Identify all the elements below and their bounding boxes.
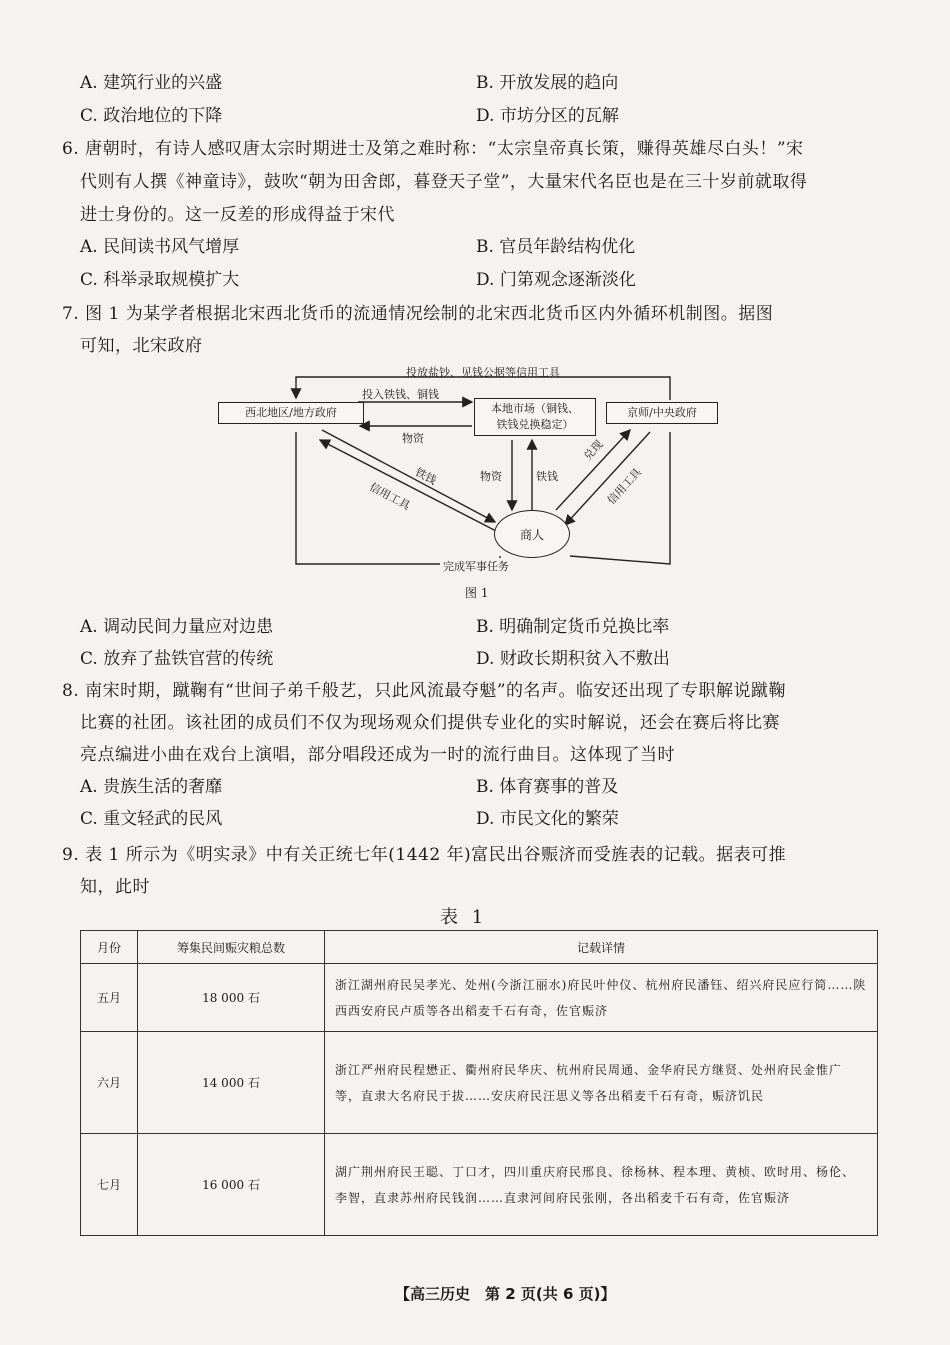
q5-option-a: A. 建筑行业的兴盛: [80, 73, 223, 93]
q6-option-a: A. 民间读书风气增厚: [80, 237, 240, 257]
table-header-total: 筹集民间赈灾粮总数: [138, 931, 325, 964]
table-cell-amount: 18 000 石: [138, 964, 325, 1032]
q8-stem-line-3: 亮点编进小曲在戏台上演唱，部分唱段还成为一时的流行曲目。这体现了当时: [80, 745, 675, 765]
table-header-row: [81, 931, 878, 964]
q8-option-a: A. 贵族生活的奢靡: [80, 777, 223, 797]
label-military-mission: 完成军事任务: [440, 558, 512, 574]
q9-stem-line-2: 知，此时: [80, 877, 150, 897]
table-row: [81, 1032, 878, 1134]
q6-option-c: C. 科举录取规模扩大: [80, 270, 240, 290]
table-cell-month: 六月: [81, 1032, 138, 1134]
q8-option-b: B. 体育赛事的普及: [476, 777, 619, 797]
table-1: [80, 930, 878, 1236]
q5-option-c: C. 政治地位的下降: [80, 106, 223, 126]
q7-option-b: B. 明确制定货币兑换比率: [476, 617, 670, 637]
q8-stem-line-2: 比赛的社团。该社团的成员们不仅为现场观众们提供专业化的实时解说，还会在赛后将比赛: [80, 713, 780, 733]
label-top-loop: 投放盐钞、见钱公据等信用工具: [406, 366, 560, 379]
page-footer: 【高三历史 第 2 页(共 6 页)】: [395, 1285, 616, 1303]
label-goods-center: 物资: [480, 470, 502, 483]
table-cell-amount: 14 000 石: [138, 1032, 325, 1134]
q7-option-c: C. 放弃了盐铁官营的传统: [80, 649, 274, 669]
node-local-market: [474, 398, 596, 436]
label-credit-left: 信用工具: [367, 480, 413, 513]
figure-1-caption: 图 1: [465, 586, 489, 600]
table-cell-amount: 16 000 石: [138, 1134, 325, 1236]
q7-stem-line-2: 可知，北宋政府: [80, 336, 203, 356]
label-credit-right: 信用工具: [604, 465, 644, 508]
table-cell-detail: 浙江严州府民程懋正、衢州府民华庆、杭州府民周通、金华府民方继贤、处州府民金惟广等，直隶大名府民于拔……安庆府民汪思义等各出稻麦千石有奇，赈济饥民: [325, 1032, 878, 1134]
q6-stem-line-2: 代则有人撰《神童诗》，鼓吹“朝为田舍郎，暮登天子堂”，大量宋代名臣也是在三十岁前就取得: [80, 172, 808, 192]
table-cell-detail: 浙江湖州府民吴孝光、处州(今浙江丽水)府民叶仲仪、杭州府民潘钰、绍兴府民应行简……陕西西安府民卢质等各出稻麦千石有奇，佐官赈济: [325, 964, 878, 1032]
label-invest-coins: 投入铁钱、铜钱: [362, 388, 439, 401]
q5-option-b: B. 开放发展的趋向: [476, 73, 619, 93]
q9-stem-line-1: 9. 表 1 所示为《明实录》中有关正统七年(1442 年)富民出谷赈济而受旌表的记载。据表可推: [62, 845, 787, 865]
node-central-government: 京师/中央政府: [606, 402, 718, 424]
node-merchant: 商人: [494, 510, 570, 558]
q7-option-d: D. 财政长期积贫入不敷出: [476, 649, 670, 669]
q6-option-d: D. 门第观念逐渐淡化: [476, 270, 636, 290]
q8-option-d: D. 市民文化的繁荣: [476, 809, 619, 829]
table-row: [81, 964, 878, 1032]
q7-stem-line-1: 7. 图 1 为某学者根据北宋西北货币的流通情况绘制的北宋西北货币区内外循环机制图。据图: [62, 304, 774, 324]
q5-option-d: D. 市坊分区的瓦解: [476, 106, 619, 126]
q6-option-b: B. 官员年龄结构优化: [476, 237, 636, 257]
table-cell-detail: 湖广荆州府民王聪、丁口才，四川重庆府民邢良、徐杨林、程本理、黄桢、欧时用、杨伦、李智，直隶苏州府民钱润……直隶河间府民张刚，各出稻麦千石有奇，佐官赈济: [325, 1134, 878, 1236]
label-exchange: 兑现: [581, 437, 606, 463]
q7-option-a: A. 调动民间力量应对边患: [80, 617, 274, 637]
table-cell-month: 五月: [81, 964, 138, 1032]
figure-1-diagram: [210, 360, 720, 580]
q8-option-c: C. 重文轻武的民风: [80, 809, 223, 829]
q6-stem-line-1: 6. 唐朝时，有诗人感叹唐太宗时期进士及第之难时称：“太宗皇帝真长策，赚得英雄尽白头！”宋: [62, 139, 804, 159]
table-header-detail: 记载详情: [325, 931, 878, 964]
table-1-title: 表 1: [440, 907, 488, 928]
label-iron-money: 铁钱: [413, 465, 439, 488]
node-local-market-line-2: 铁钱兑换稳定）: [496, 418, 574, 431]
node-local-market-line-1: 本地市场（铜钱、: [491, 402, 579, 415]
table-cell-month: 七月: [81, 1134, 138, 1236]
label-goods-left: 物资: [402, 432, 424, 445]
q6-stem-line-3: 进士身份的。这一反差的形成得益于宋代: [80, 205, 395, 225]
table-row: [81, 1134, 878, 1236]
table-header-month: 月份: [81, 931, 138, 964]
node-local-government: 西北地区/地方政府: [218, 402, 364, 424]
diagram-arrows: [210, 360, 720, 580]
label-iron-center: 铁钱: [536, 470, 558, 483]
q8-stem-line-1: 8. 南宋时期，蹴鞠有“世间子弟千般艺，只此风流最夺魁”的名声。临安还出现了专职解说蹴鞠: [62, 681, 787, 701]
